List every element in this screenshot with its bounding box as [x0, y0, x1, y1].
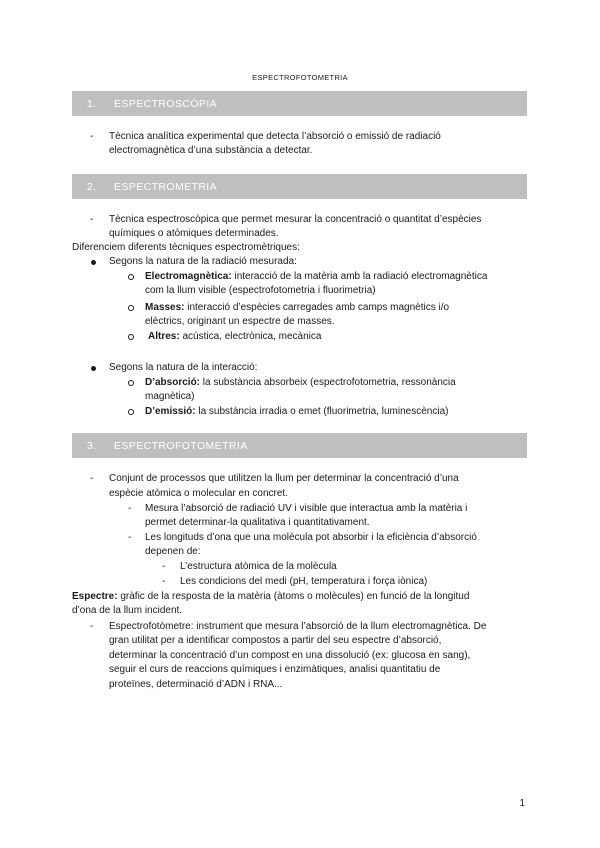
term: Masses: — [145, 302, 185, 313]
bullet-dot-icon — [91, 260, 96, 265]
sub-bullet-text — [145, 376, 456, 390]
paragraph-line: Les longituds d’ona que una molècula pot absorbir i la eficiència d’absorció — [145, 532, 477, 543]
section-header-2 — [72, 174, 527, 199]
term: Espectre: — [72, 591, 118, 602]
definition-paragraph — [72, 590, 469, 604]
paragraph-line: L’estructura atòmica de la molècula — [180, 561, 337, 572]
sub-bullet-line: elèctrics, originant un espectre de masses. — [145, 316, 335, 327]
section-number: 1. — [87, 97, 97, 110]
paragraph-line: depenen de: — [145, 546, 201, 557]
definition: la substància absorbeix (espectrofotometria, ressonància — [200, 377, 456, 388]
dash-bullet: - — [90, 131, 94, 142]
paragraph-line: electromagnètica d’una substància a detectar. — [109, 145, 313, 156]
term: D’emissió: — [145, 406, 196, 417]
dash-bullet: - — [128, 503, 132, 514]
paragraph-line: Espectrofotòmetre: instrument que mesura l’absorció de la llum electromagnètica. De — [109, 621, 487, 632]
paragraph-line: d’ona de la llum incident. — [72, 605, 183, 616]
sub-bullet-text — [145, 270, 487, 284]
section-header-3 — [72, 433, 527, 458]
section-header-1 — [72, 91, 527, 116]
paragraph-line: Mesura l’absorció de radiació UV i visible que interactua amb la matèria i — [145, 503, 468, 514]
definition: interacció d’espècies carregades amb camps magnètics i/o — [184, 302, 450, 313]
bullet-text: Segons la natura de la interacció: — [109, 362, 258, 373]
paragraph-line: Tècnica espectroscòpica que permet mesurar la concentració o quantitat d’espècies — [109, 214, 482, 225]
bullet-text: Segons la natura de la radiació mesurada: — [109, 256, 297, 267]
dash-bullet: - — [162, 576, 166, 587]
paragraph-line: seguir el curs de reaccions químiques i enzimàtiques, analisi quantitatiu de — [109, 664, 441, 675]
term: D’absorció: — [145, 377, 201, 388]
bullet-ring-icon — [128, 274, 134, 280]
sub-bullet-text — [145, 301, 449, 315]
section-title: ESPECTROMETRIA — [114, 180, 218, 193]
paragraph-line: Tècnica analítica experimental que detecta l’absorció o emissió de radiació — [109, 131, 441, 142]
section-title: ESPECTROFOTOMETRIA — [114, 439, 248, 452]
paragraph-line: Les condicions del medi (pH, temperatura i força iònica) — [180, 576, 428, 587]
definition: interacció de la matèria amb la radiació electromagnètica — [231, 271, 488, 282]
document-title: ESPECTROFOTOMETRIA — [252, 73, 348, 82]
dash-bullet: - — [90, 473, 94, 484]
definition: gràfic de la resposta de la matèria (àtoms o molècules) en funció de la longitud — [117, 591, 470, 602]
page-number: 1 — [519, 798, 525, 809]
dash-bullet: - — [90, 214, 94, 225]
paragraph-line: Conjunt de processos que utilitzen la llum per determinar la concentració d’una — [109, 473, 459, 484]
sub-bullet-line: magnètica) — [145, 391, 195, 402]
sub-bullet-line: com la llum visible (espectrofotometria i fluorimetria) — [145, 285, 376, 296]
sub-bullet-text — [145, 405, 448, 419]
definition: la substància irradia o emet (fluorimetria, luminescència) — [195, 406, 449, 417]
definition: acústica, electrònica, mecànica — [179, 331, 322, 342]
dash-bullet: - — [162, 561, 166, 572]
section-number: 2. — [87, 180, 97, 193]
sub-bullet-text — [148, 330, 321, 344]
paragraph-line: Diferenciem diferents tècniques espectromètriques: — [72, 242, 300, 253]
paragraph-line: gran utilitat per a identificar compostos a partir del seu espectre d’absorció, — [109, 635, 442, 646]
dash-bullet: - — [128, 532, 132, 543]
bullet-ring-icon — [128, 334, 134, 340]
term: Altres: — [148, 331, 180, 342]
paragraph-line: químiques o atòmiques determinades. — [109, 228, 279, 239]
bullet-ring-icon — [128, 409, 134, 415]
section-number: 3. — [87, 439, 97, 452]
term: Electromagnètica: — [145, 271, 232, 282]
section-title: ESPECTROSCÒPIA — [114, 97, 218, 110]
paragraph-line: espècie atòmica o molecular en concret. — [109, 488, 288, 499]
paragraph-line: proteïnes, determinació d’ADN i RNA... — [109, 679, 283, 690]
paragraph-line: permet determinar-la qualitativa i quantitativament. — [145, 517, 370, 528]
bullet-ring-icon — [128, 305, 134, 311]
dash-bullet: - — [90, 621, 94, 632]
bullet-dot-icon — [91, 366, 96, 371]
paragraph-line: determinar la concentració d’un compost en una dissolució (ex: glucosa en sang), — [109, 650, 471, 661]
bullet-ring-icon — [128, 380, 134, 386]
